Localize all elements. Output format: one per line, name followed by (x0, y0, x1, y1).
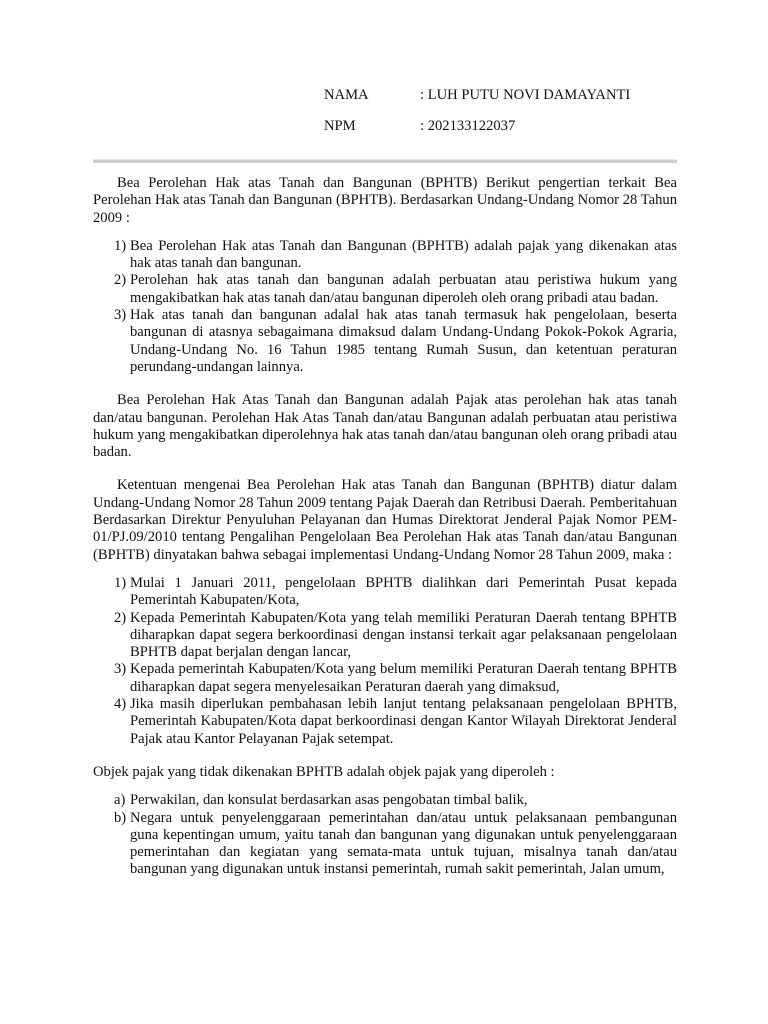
implementation-list (93, 575, 677, 748)
list-item (93, 238, 677, 273)
list-item-text: Perolehan hak atas tanah dan bangunan adalah perbuatan atau peristiwa hukum yang mengakibatkan hak atas tanah dan/atau bangunan diperoleh oleh orang pribadi atau badan. (130, 272, 677, 306)
name-row (324, 87, 630, 118)
list-item (93, 696, 677, 748)
list-item-text: Kepada pemerintah Kabupaten/Kota yang belum memiliki Peraturan Daerah tentang BPHTB diharapkan dapat segera menyelesaikan Peraturan daerah yang dimaksud, (130, 661, 677, 695)
list-item (93, 575, 677, 610)
list-item-text: Kepada Pemerintah Kabupaten/Kota yang telah memiliki Peraturan Daerah tentang BPHTB diharapkan dapat segera berkoordinasi dengan instansi terkait agar pelaksanaan pengelolaan BPHTB dapat berjalan dengan lancar, (130, 609, 677, 661)
list-marker: a) (114, 792, 126, 809)
list-item-text: Jika masih diperlukan pembahasan lebih lanjut tentang pelaksanaan pengelolaan BPHTB, Pemerintah Kabupaten/Kota dapat berkoordinasi dengan Kantor Wilayah Direktorat Jenderal Pajak atau Kantor Pelayanan Pajak setempat. (130, 696, 677, 747)
name-label: NAMA (324, 87, 369, 103)
list-marker: 2) (114, 609, 127, 626)
document-body (93, 175, 677, 895)
list-item (93, 272, 677, 307)
paragraph-regulation: Ketentuan mengenai Bea Perolehan Hak atas Tanah dan Bangunan (BPHTB) diatur dalam Undang-Undang Nomor 28 Tahun 2009 tentang Pajak Daerah dan Retribusi Daerah. Pemberitahuan Berdasarkan Direktur Penyuluhan Pelayanan dan Humas Direktorat Jenderal Pajak Nomor PEM-01/PJ.09/2010 tentang Pengalihan Pengelolaan Bea Perolehan Hak atas Tanah dan/atau Bangunan (BPHTB) dinyatakan bahwa sebagai implementasi Undang-Undang Nomor 28 Tahun 2009, maka : (93, 477, 677, 563)
list-marker: 1) (114, 574, 127, 591)
list-marker: 2) (114, 272, 127, 289)
list-item (93, 610, 677, 662)
npm-label: NPM (324, 118, 356, 134)
npm-row (324, 118, 630, 149)
list-marker: 1) (114, 237, 127, 254)
list-item-text: Mulai 1 Januari 2011, pengelolaan BPHTB dialihkan dari Pemerintah Pusat kepada Pemerintah Kabupaten/Kota, (130, 574, 677, 609)
list-item-text: Hak atas tanah dan bangunan adalal hak atas tanah termasuk hak pengelolaan, beserta bangunan di atasnya sebagaimana dimaksud dalam Undang-Undang Pokok-Pokok Agraria, Undang-Undang No. 16 Tahun 1985 tentang Rumah Susun, dan ketentuan peraturan perundang-undangan lainnya. (130, 307, 677, 375)
list-item-text: Bea Perolehan Hak atas Tanah dan Bangunan (BPHTB) adalah pajak yang dikenakan atas hak atas tanah dan bangunan. (130, 237, 677, 272)
exempt-list (93, 792, 677, 878)
npm-value: : 202133122037 (420, 118, 516, 134)
list-item-text: Negara untuk penyelenggaraan pemerintahan dan/atau untuk pelaksanaan pembangunan guna kepentingan umum, yaitu tanah dan bangunan yang digunakan untuk penyelenggaraan pemerintahan dan kegiatan yang semata-mata untuk tujuan, misalnya tanah dan/atau bangunan yang digunakan untuk instansi pemerintah, rumah sakit pemerintah, Jalan umum, (130, 809, 677, 878)
list-item (93, 810, 677, 879)
list-item (93, 792, 677, 809)
list-item (93, 307, 677, 376)
intro-paragraph: Bea Perolehan Hak atas Tanah dan Bangunan (BPHTB) Berikut pengertian terkait Bea Perolehan Hak atas Tanah dan Bangunan (BPHTB). Berdasarkan Undang-Undang Nomor 28 Tahun 2009 : (93, 175, 677, 226)
definition-list (93, 238, 677, 376)
list-item-text: Perwakilan, dan konsulat berdasarkan asas pengobatan timbal balik, (130, 792, 528, 809)
list-marker: 3) (114, 307, 127, 324)
list-marker: 4) (114, 696, 127, 713)
paragraph-definition: Bea Perolehan Hak Atas Tanah dan Bangunan adalah Pajak atas perolehan hak atas tanah dan/atau bangunan. Perolehan Hak Atas Tanah dan/atau Bangunan adalah perbuatan atau peristiwa hukum yang mengakibatkan diperolehnya hak atas tanah dan/atau bangunan oleh orang pribadi atau badan. (93, 392, 677, 461)
name-value: : LUH PUTU NOVI DAMAYANTI (420, 87, 631, 103)
list-item (93, 661, 677, 696)
list-marker: b) (114, 809, 127, 826)
identity-header (324, 87, 630, 149)
paragraph-exempt-objects: Objek pajak yang tidak dikenakan BPHTB adalah objek pajak yang diperoleh : (93, 763, 555, 780)
list-marker: 3) (114, 661, 127, 678)
horizontal-divider (93, 159, 677, 163)
